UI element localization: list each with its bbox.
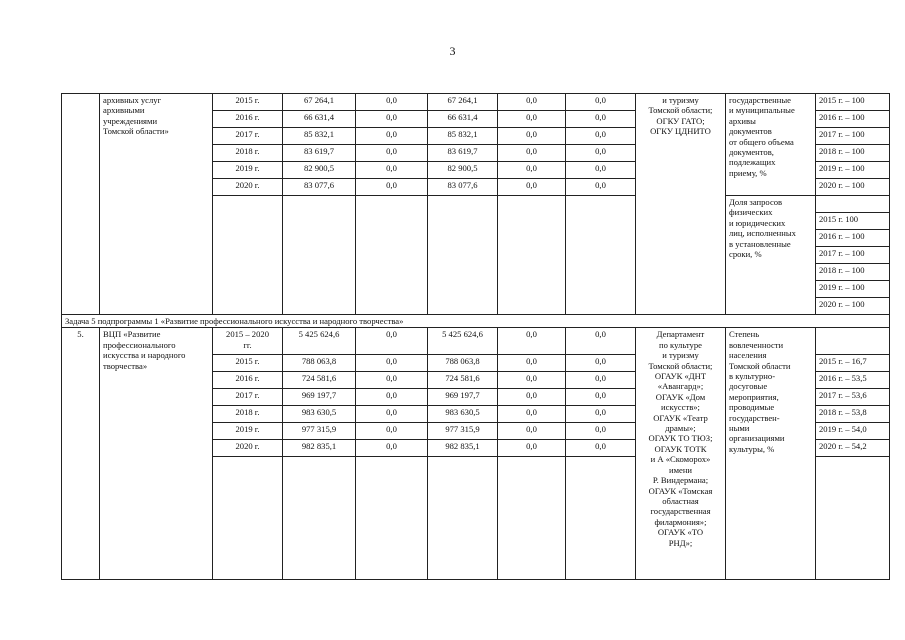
empty-cell [428,196,498,315]
regional-cell: 983 630,5 [428,406,498,423]
indicator-value-cell: 2017 г. – 53,6 [816,389,890,406]
extra-cell: 0,0 [566,355,636,372]
local-cell: 0,0 [498,128,566,145]
federal-cell: 0,0 [356,145,428,162]
local-cell: 0,0 [498,94,566,111]
federal-cell: 0,0 [356,179,428,196]
empty-cell [213,457,283,580]
federal-cell: 0,0 [356,355,428,372]
empty-cell [356,196,428,315]
extra-cell: 0,0 [566,328,636,355]
extra-cell: 0,0 [566,406,636,423]
total-cell: 83 619,7 [283,145,356,162]
extra-cell: 0,0 [566,372,636,389]
total-cell: 969 197,7 [283,389,356,406]
extra-cell: 0,0 [566,94,636,111]
total-cell: 982 835,1 [283,440,356,457]
indicator-value-cell: 2020 г. – 54,2 [816,440,890,457]
empty-cell [566,196,636,315]
extra-cell: 0,0 [566,128,636,145]
regional-cell: 85 832,1 [428,128,498,145]
federal-cell: 0,0 [356,423,428,440]
regional-cell: 66 631,4 [428,111,498,128]
local-cell: 0,0 [498,389,566,406]
indicator-cell: Степень вовлеченности населения Томской области в культурно- досуговые мероприятия, проводимые государствен- ными организациями культуры, % [726,328,816,580]
total-cell: 83 077,6 [283,179,356,196]
executor-cell: Департамент по культуре и туризму Томской области; ОГАУК «ДНТ «Авангард»; ОГАУК «Дом искусств»; ОГАУК «Театр драмы»; ОГАУК ТО ТЮЗ; ОГАУК ТОТК и А «Скоморох» имени Р. Виндермана; ОГАУК «Томская областная государственная филармония»; ОГАУК «ТО РНД»; [636,328,726,580]
year-cell: 2016 г. [213,111,283,128]
indicator-value-cell: 2016 г. – 53,5 [816,372,890,389]
regional-cell: 969 197,7 [428,389,498,406]
empty-cell [498,457,566,580]
extra-cell: 0,0 [566,111,636,128]
year-cell: 2015 г. [213,355,283,372]
federal-cell: 0,0 [356,111,428,128]
extra-cell: 0,0 [566,179,636,196]
event-name-cell: ВЦП «Развитие профессионального искусства и народного творчества» [100,328,213,580]
indicator-value-cell: 2019 г. – 54,0 [816,423,890,440]
indicator-value-cell: 2015 г. 100 [816,213,890,230]
local-cell: 0,0 [498,440,566,457]
total-cell: 977 315,9 [283,423,356,440]
federal-cell: 0,0 [356,94,428,111]
num-cell [62,94,100,315]
year-cell: 2020 г. [213,440,283,457]
year-cell: 2015 – 2020 гг. [213,328,283,355]
indicator-value-cell: 2017 г. – 100 [816,128,890,145]
regional-cell: 788 063,8 [428,355,498,372]
empty-cell [566,457,636,580]
extra-cell: 0,0 [566,440,636,457]
total-cell: 5 425 624,6 [283,328,356,355]
year-cell: 2017 г. [213,128,283,145]
indicator-cell: государственные и муниципальные архивы документов от общего объема документов, подлежащих приему, % [726,94,816,196]
extra-cell: 0,0 [566,162,636,179]
federal-cell: 0,0 [356,328,428,355]
indicator-value-cell: 2018 г. – 100 [816,145,890,162]
indicator-value-cell [816,457,890,580]
indicator-cell: Доля запросов физических и юридических лиц, исполненных в установленные сроки, % [726,196,816,315]
indicator-value-cell: 2016 г. – 100 [816,111,890,128]
year-cell: 2016 г. [213,372,283,389]
year-cell: 2019 г. [213,423,283,440]
empty-cell [283,457,356,580]
regional-cell: 83 077,6 [428,179,498,196]
extra-cell: 0,0 [566,389,636,406]
executor-cell: и туризму Томской области; ОГКУ ГАТО; ОГКУ ЦДНИТО [636,94,726,315]
year-cell: 2019 г. [213,162,283,179]
year-cell: 2018 г. [213,406,283,423]
extra-cell: 0,0 [566,423,636,440]
local-cell: 0,0 [498,145,566,162]
indicator-value-cell: 2015 г. – 16,7 [816,355,890,372]
indicator-value-cell: 2017 г. – 100 [816,247,890,264]
empty-cell [498,196,566,315]
regional-cell: 82 900,5 [428,162,498,179]
federal-cell: 0,0 [356,128,428,145]
empty-cell [213,196,283,315]
year-cell: 2015 г. [213,94,283,111]
indicator-value-cell [816,328,890,355]
indicator-value-cell: 2020 г. – 100 [816,179,890,196]
event-name-cell: архивных услуг архивными учреждениями Томской области» [100,94,213,315]
regional-cell: 982 835,1 [428,440,498,457]
extra-cell: 0,0 [566,145,636,162]
year-cell: 2017 г. [213,389,283,406]
total-cell: 788 063,8 [283,355,356,372]
empty-cell [356,457,428,580]
total-cell: 85 832,1 [283,128,356,145]
year-cell: 2018 г. [213,145,283,162]
task-header: Задача 5 подпрограммы 1 «Развитие профессионального искусства и народного творчества» [62,315,890,328]
local-cell: 0,0 [498,406,566,423]
federal-cell: 0,0 [356,372,428,389]
empty-cell [428,457,498,580]
num-cell: 5. [62,328,100,580]
indicator-value-cell: 2019 г. – 100 [816,281,890,298]
indicator-value-cell: 2018 г. – 100 [816,264,890,281]
indicator-value-cell: 2015 г. – 100 [816,94,890,111]
local-cell: 0,0 [498,328,566,355]
indicator-value-cell [816,196,890,213]
total-cell: 66 631,4 [283,111,356,128]
local-cell: 0,0 [498,179,566,196]
regional-cell: 5 425 624,6 [428,328,498,355]
indicator-value-cell: 2016 г. – 100 [816,230,890,247]
federal-cell: 0,0 [356,440,428,457]
total-cell: 67 264,1 [283,94,356,111]
indicator-value-cell: 2020 г. – 100 [816,298,890,315]
local-cell: 0,0 [498,162,566,179]
empty-cell [283,196,356,315]
indicator-value-cell: 2018 г. – 53,8 [816,406,890,423]
total-cell: 983 630,5 [283,406,356,423]
regional-cell: 977 315,9 [428,423,498,440]
total-cell: 82 900,5 [283,162,356,179]
local-cell: 0,0 [498,423,566,440]
indicator-value-cell: 2019 г. – 100 [816,162,890,179]
regional-cell: 67 264,1 [428,94,498,111]
regional-cell: 83 619,7 [428,145,498,162]
table-row [62,94,890,111]
regional-cell: 724 581,6 [428,372,498,389]
table-row [62,328,890,355]
federal-cell: 0,0 [356,389,428,406]
local-cell: 0,0 [498,355,566,372]
program-table [61,93,890,580]
local-cell: 0,0 [498,372,566,389]
federal-cell: 0,0 [356,162,428,179]
task-header-row [62,315,890,328]
year-cell: 2020 г. [213,179,283,196]
local-cell: 0,0 [498,111,566,128]
federal-cell: 0,0 [356,406,428,423]
total-cell: 724 581,6 [283,372,356,389]
page-number: 3 [449,44,456,58]
